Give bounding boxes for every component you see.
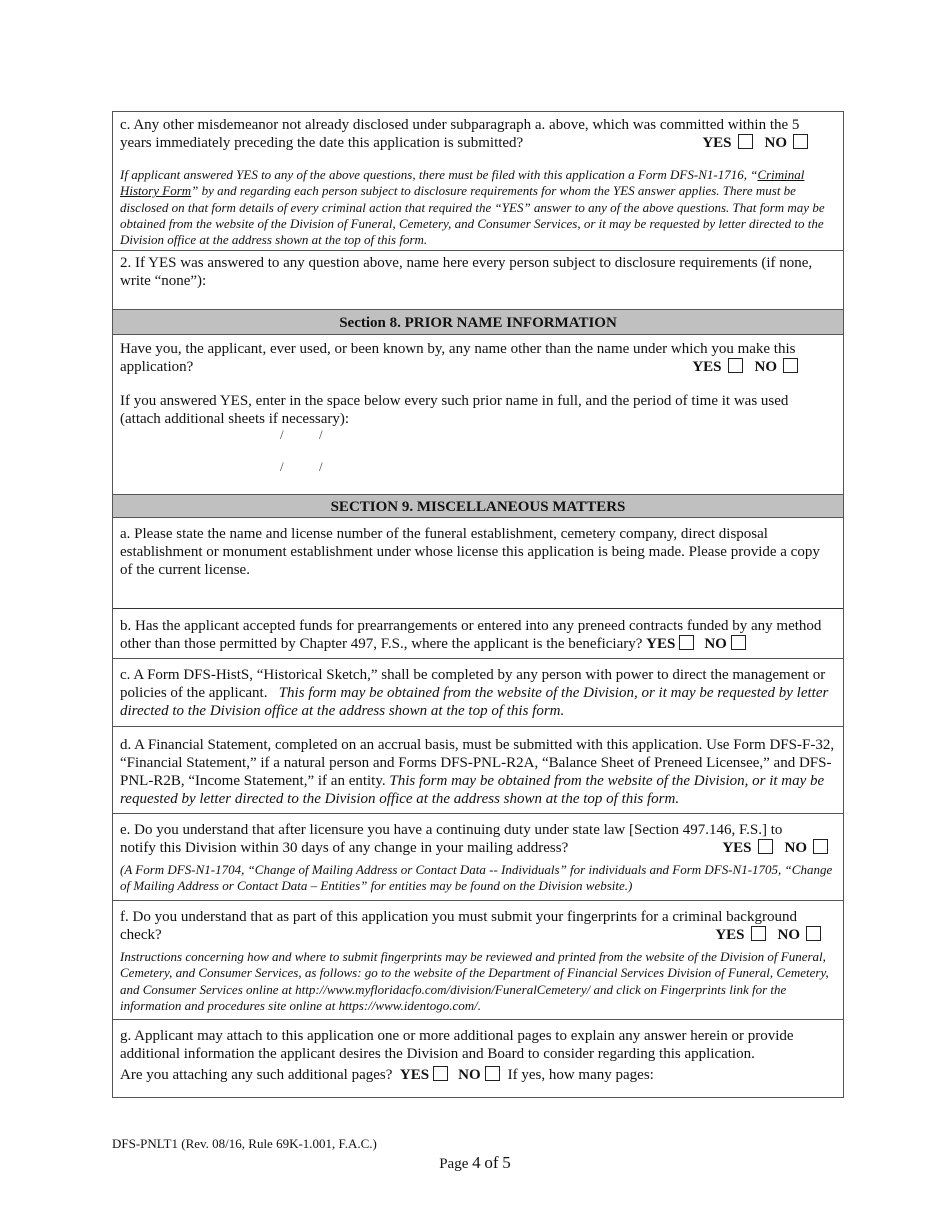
item-9e-no-checkbox[interactable] (813, 839, 828, 854)
prior-name-no-checkbox[interactable] (783, 358, 798, 373)
item-9b-yes-checkbox[interactable] (679, 635, 694, 650)
item-9c-text (120, 666, 836, 720)
page-of: of (484, 1153, 499, 1172)
prior-name-yes-checkbox[interactable] (728, 358, 743, 373)
misdemeanor-question-text: c. Any other misdemeanor not already disclosed under subparagraph a. above, which was committed within the 5 years immediately preceding the date this application is submitted? (120, 117, 800, 151)
date-slash: / (280, 459, 284, 474)
misdemeanor-no-checkbox[interactable] (793, 134, 808, 149)
criminal-history-notice (120, 167, 838, 248)
disclosure-persons-text: 2. If YES was answered to any question above, name here every person subject to disclosure requirements (if none, write “none”): (120, 255, 813, 289)
item-9c-block (113, 658, 843, 726)
item-9f-no-label: NO (777, 927, 800, 943)
item-9f-no-checkbox[interactable] (806, 926, 821, 941)
page-current: 4 (472, 1153, 481, 1172)
page-number (0, 1153, 950, 1173)
application-form-page (112, 111, 844, 1098)
item-9b-no-label: NO (704, 636, 727, 652)
item-9b-question: b. Has the applicant accepted funds for prearrangements or entered into any preneed contracts funded by any method other than those permitted by Chapter 497, F.S., where the applicant is the beneficiary? (120, 618, 822, 652)
notice-text-2: ” by and regarding each person subject to disclosure requirements for whom the YES answer applies. There must be disclosed on that form details of every criminal action that required the “YES” answer to any of the above questions. That form may be obtained from the website of the Division of Funeral, Cemetery, and Consumer Services, or it may be requested by letter directed to the Division office at the address shown at the top of this form. (120, 183, 825, 248)
disclosure-persons-block (113, 250, 843, 309)
prior-name-question: Have you, the applicant, ever used, or been known by, any name other than the name under which you make this application? (120, 341, 796, 375)
item-9e-block (113, 813, 843, 900)
item-9d-note: This form may be obtained from the website of the Division, or it may be requested by letter directed to the Division office at the address shown at the top of this form. (120, 773, 825, 807)
item-9a-block (113, 518, 843, 608)
item-9b-yes-label: YES (646, 636, 676, 652)
item-9b-no-checkbox[interactable] (731, 635, 746, 650)
item-9f-text: f. Do you understand that as part of this application you must submit your fingerprints for a criminal background check? (120, 909, 797, 943)
item-9e-note: (A Form DFS-N1-1704, “Change of Mailing Address or Contact Data -- Individuals” for individuals and Form DFS-N1-1705, “Change of Mailing Address or Contact Data – Entities” for entities may be found on the Division website.) (120, 862, 833, 894)
prior-name-instruction: If you answered YES, enter in the space below every such prior name in full, and the period of time it was used (attach additional sheets if necessary): (120, 393, 789, 427)
item-9g-block (113, 1019, 843, 1098)
notice-text-1: If applicant answered YES to any of the above questions, there must be filed with this application a Form DFS-N1-1716, “ (120, 167, 758, 182)
item-9d-text (120, 736, 836, 808)
date-slash: / (319, 427, 323, 442)
misdemeanor-yes-label: YES (702, 135, 732, 151)
prior-name-no-label: NO (754, 359, 777, 375)
item-9d-block (113, 726, 843, 813)
item-9f-yes-no (715, 926, 821, 944)
item-9g-yes-label: YES (399, 1067, 430, 1083)
misdemeanor-yes-checkbox[interactable] (738, 134, 753, 149)
page-prefix: Page (439, 1156, 469, 1172)
form-id-footer: DFS-PNLT1 (Rev. 08/16, Rule 69K-1.001, F.A.C.) (112, 1136, 377, 1151)
item-9b-block (113, 608, 843, 658)
item-9g-question-line (120, 1066, 836, 1084)
prior-name-block (113, 335, 843, 494)
item-9f-block (113, 900, 843, 1019)
section-9-header: SECTION 9. MISCELLANEOUS MATTERS (113, 494, 843, 518)
misdemeanor-no-label: NO (764, 135, 787, 151)
section-8-header: Section 8. PRIOR NAME INFORMATION (113, 309, 843, 335)
fingerprint-instructions: Instructions concerning how and where to submit fingerprints may be reviewed and printed from the website of the Division of Funeral, Cemetery, and Consumer Services, as follows: go to the website of the Department of Financial Services Division of Funeral, Cemetery, and Consumer Services online at http://www.myfloridacfo.com/division/FuneralCemetery/ and click on Fingerprints link for the information and procedures site online at https://www.identogo.com/. (120, 949, 829, 1013)
page-total: 5 (502, 1153, 511, 1172)
date-slash: / (319, 459, 323, 474)
item-9g-page-count-label: If yes, how many pages: (507, 1067, 654, 1083)
item-9f-yes-checkbox[interactable] (751, 926, 766, 941)
item-9e-yes-checkbox[interactable] (758, 839, 773, 854)
item-9g-no-label: NO (458, 1067, 481, 1083)
item-9b-text (120, 617, 836, 653)
prior-name-yes-label: YES (692, 359, 722, 375)
date-slash: / (280, 427, 284, 442)
item-9g-yes-checkbox[interactable] (433, 1066, 448, 1081)
misdemeanor-question-block (113, 112, 843, 250)
prior-name-yes-no (692, 358, 798, 376)
item-9c-main: c. A Form DFS-HistS, “Historical Sketch,” shall be completed by any person with power to direct the management or policies of the applicant. (120, 667, 826, 701)
item-9e-yes-no (722, 839, 828, 857)
item-9g-question: Are you attaching any such additional pages? (120, 1067, 393, 1083)
misdemeanor-yes-no (702, 134, 808, 152)
item-9e-text: e. Do you understand that after licensure you have a continuing duty under state law [Section 497.146, F.S.] to notify this Division within 30 days of any change in your mailing address? (120, 822, 783, 856)
criminal-history-form-name: Criminal History Form (120, 167, 805, 199)
item-9c-note: This form may be obtained from the website of the Division, or it may be requested by letter directed to the Division office at the address shown at the top of this form. (120, 685, 829, 719)
item-9g-text: g. Applicant may attach to this application one or more additional pages to explain any answer herein or provide additional information the applicant desires the Division and Board to consider regarding this application. (120, 1028, 794, 1062)
item-9e-yes-label: YES (722, 840, 752, 856)
item-9f-yes-label: YES (715, 927, 745, 943)
item-9d-main: d. A Financial Statement, completed on an accrual basis, must be submitted with this application. Use Form DFS-F-32, “Financial Statement,” if a natural person and Forms DFS-PNL-R2A, “Balance Sheet of Preneed Licensee,” and DFS-PNL-R2B, “Income Statement,” if an entity. (120, 737, 835, 789)
item-9g-no-checkbox[interactable] (485, 1066, 500, 1081)
item-9e-no-label: NO (784, 840, 807, 856)
item-9a-text: a. Please state the name and license number of the funeral establishment, cemetery company, direct disposal establishment or monument establishment under whose license this application is being made. Please provide a copy of the current license. (120, 526, 820, 578)
